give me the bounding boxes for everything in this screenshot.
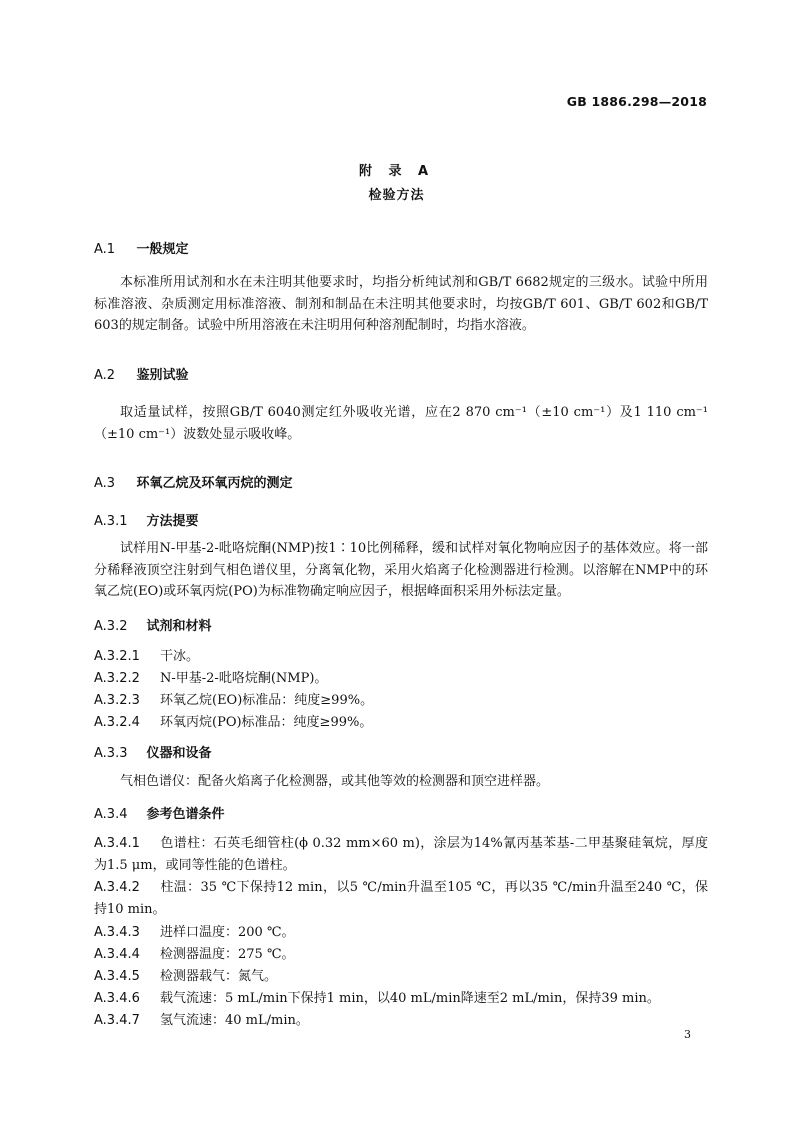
annex-label: 附 录 A [358, 164, 435, 179]
item-number: A.3.2.1 [94, 649, 140, 664]
section-heading-a32 [94, 615, 212, 634]
section-heading-a34 [94, 803, 225, 822]
item-number: A.3.4.4 [94, 947, 140, 962]
section-number: A.2 [94, 368, 116, 383]
section-heading-a31 [94, 510, 199, 529]
list-item [94, 1009, 309, 1028]
item-text: 进样口温度：200 ℃。 [160, 925, 295, 940]
section-number: A.3.2 [94, 619, 128, 634]
item-text: N-甲基-2-吡咯烷酮(NMP)。 [160, 671, 328, 686]
item-text: 环氧乙烷(EO)标准品：纯度≥99%。 [160, 693, 374, 708]
annex-title: 检验方法 [368, 188, 425, 203]
list-item [94, 689, 373, 708]
list-item [94, 645, 199, 664]
section-title: 仪器和设备 [146, 746, 212, 761]
item-text: 环氧丙烷(PO)标准品：纯度≥99%。 [160, 715, 373, 730]
item-number: A.3.2.3 [94, 693, 140, 708]
item-number: A.3.4.5 [94, 969, 140, 984]
item-text: 检测器温度：275 ℃。 [160, 947, 295, 962]
page-number: 3 [684, 1028, 691, 1041]
section-title: 参考色谱条件 [146, 807, 225, 822]
section-heading-a2 [94, 364, 189, 383]
list-item [94, 965, 277, 984]
section-title: 方法提要 [146, 514, 199, 529]
item-text: 干冰。 [160, 649, 200, 664]
item-text: 氢气流速：40 mL/min。 [160, 1013, 309, 1028]
item-number: A.3.2.2 [94, 671, 140, 686]
item-number: A.3.4.2 [94, 880, 140, 895]
list-item [94, 711, 372, 730]
section-title: 试剂和材料 [146, 619, 212, 634]
section-number: A.3 [94, 476, 116, 491]
item-number: A.3.4.6 [94, 991, 140, 1006]
list-item [94, 667, 327, 686]
section-body-a1: 本标准所用试剂和水在未注明其他要求时，均指分析纯试剂和GB/T 6682规定的三级水。试验中所用标准溶液、杂质测定用标准溶液、制剂和制品在未注明其他要求时，均按GB/T 601、GB/T 602和GB/T 603的规定制备。试验中所用溶液在未注明用何种溶剂配制时，均指水溶液。 [94, 275, 708, 333]
section-body-a31: 试样用N-甲基-2-吡咯烷酮(NMP)按1∶10比例稀释，缓和试样对氧化物响应因子的基体效应。将一部分稀释液顶空注射到气相色谱仪里，分离氧化物，采用火焰离子化检测器进行检测。以溶解在NMP中的环氧乙烷(EO)或环氧丙烷(PO)为标准物确定响应因子，根据峰面积采用外标法定量。 [94, 541, 708, 599]
section-number: A.3.3 [94, 746, 128, 761]
section-title: 鉴别试验 [136, 368, 189, 383]
item-text: 柱温：35 ℃下保持12 min，以5 ℃/min升温至105 ℃，再以35 ℃/min升温至240 ℃，保持10 min。 [94, 880, 708, 917]
item-number: A.3.4.1 [94, 836, 140, 851]
section-heading-a33 [94, 742, 212, 761]
section-heading-a3 [94, 472, 293, 491]
list-item [94, 987, 660, 1006]
section-title: 一般规定 [136, 242, 189, 257]
section-title: 环氧乙烷及环氧丙烷的测定 [136, 476, 293, 491]
item-text: 载气流速：5 mL/min下保持1 min，以40 mL/min降速至2 mL/min，保持39 min。 [160, 991, 660, 1006]
list-item [94, 943, 295, 962]
section-number: A.1 [94, 242, 116, 257]
item-number: A.3.4.7 [94, 1013, 140, 1028]
item-number: A.3.4.3 [94, 925, 140, 940]
item-number: A.3.2.4 [94, 715, 140, 730]
standard-number: GB 1886.298—2018 [566, 94, 707, 109]
item-text: 色谱柱：石英毛细管柱(ϕ 0.32 mm×60 m)，涂层为14%氰丙基苯基-二甲基聚硅氧烷，厚度为1.5 μm，或同等性能的色谱柱。 [94, 836, 708, 873]
list-item [94, 833, 708, 876]
list-item [94, 921, 295, 940]
item-text: 检测器载气：氮气。 [160, 969, 278, 984]
section-heading-a1 [94, 238, 189, 257]
section-number: A.3.1 [94, 514, 128, 529]
section-number: A.3.4 [94, 807, 128, 822]
section-body-a33: 气相色谱仪：配备火焰离子化检测器，或其他等效的检测器和顶空进样器。 [120, 774, 550, 789]
list-item [94, 877, 708, 920]
section-body-a2: 取适量试样，按照GB/T 6040测定红外吸收光谱，应在2 870 cm⁻¹（±10 cm⁻¹）及1 110 cm⁻¹（±10 cm⁻¹）波数处显示吸收峰。 [94, 405, 708, 442]
